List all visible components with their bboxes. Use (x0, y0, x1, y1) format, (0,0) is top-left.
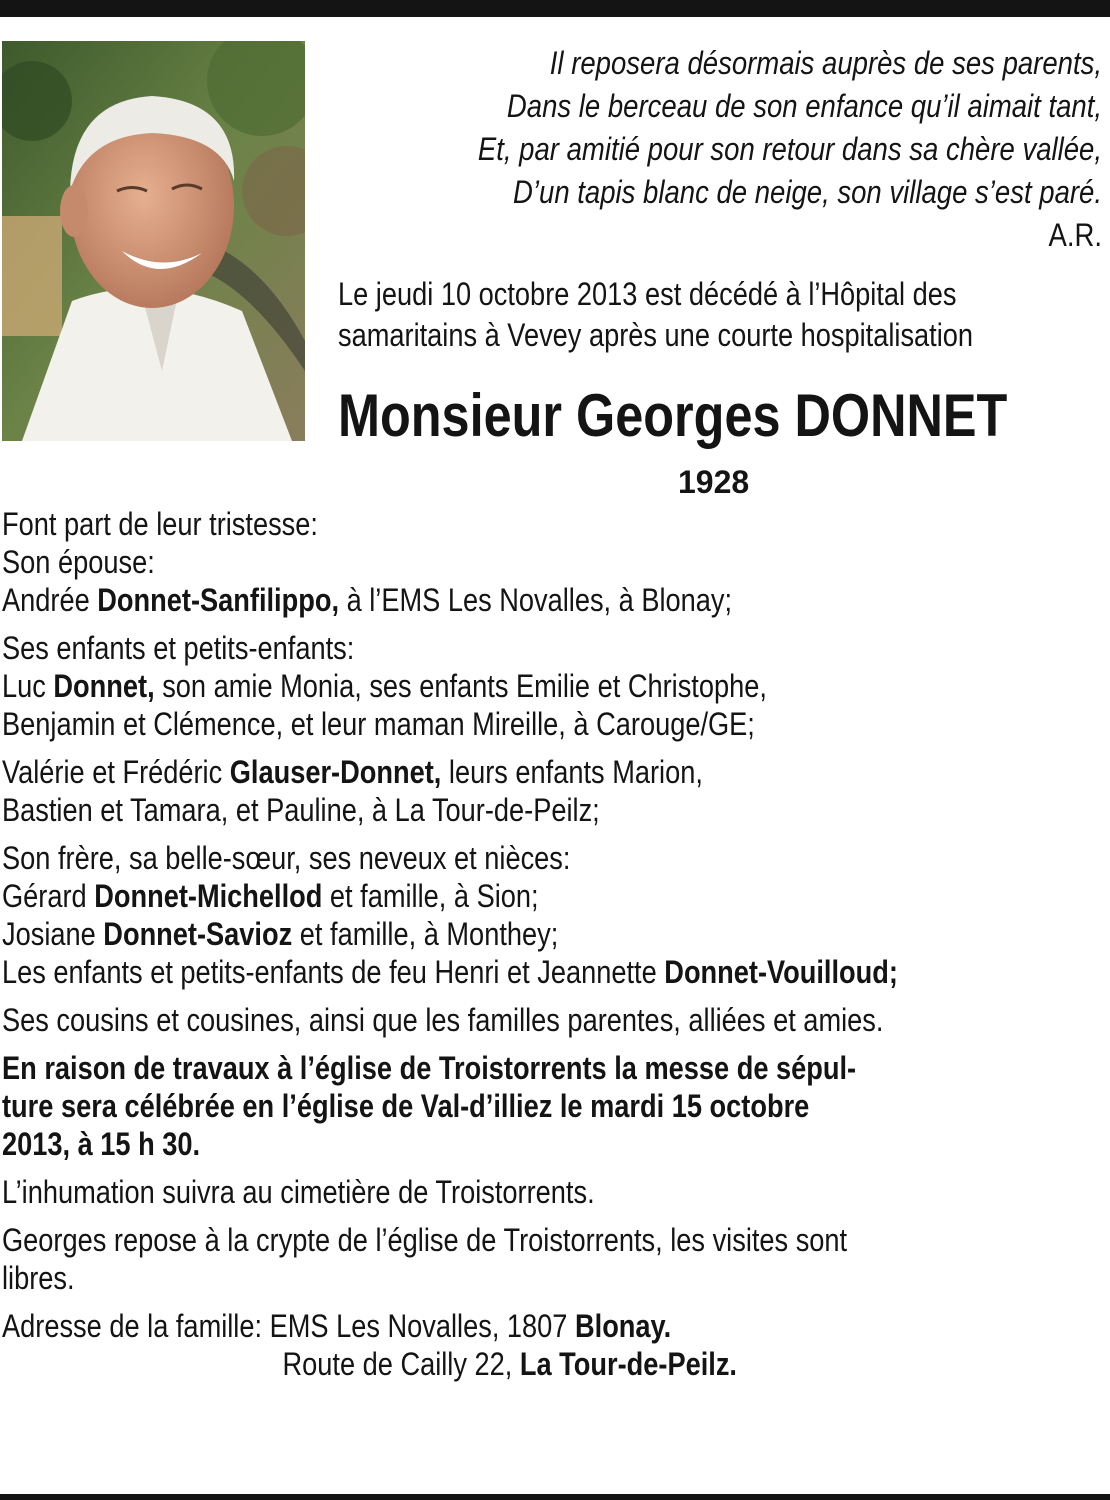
family-name: Donnet-Sanfilippo, (97, 582, 340, 618)
poem-line: D’un tapis blanc de neige, son village s’est paré. (513, 174, 1102, 210)
child-line: Benjamin et Clémence, et leur maman Mireille, à Carouge/GE; (2, 706, 755, 742)
child-line: Bastien et Tamara, et Pauline, à La Tour-de-Peilz; (2, 792, 600, 828)
spouse-block (2, 505, 1102, 619)
siblings-label: Son frère, sa belle-sœur, ses neveux et nièces: (2, 840, 571, 876)
text: et famille, à Monthey; (292, 916, 559, 952)
deceased-name: Monsieur Georges DONNET (338, 382, 1008, 449)
text: Gérard (2, 878, 95, 914)
text: Andrée (2, 582, 98, 618)
portrait-photo (2, 41, 305, 441)
poem-line: Et, par amitié pour son retour dans sa chère vallée, (477, 131, 1103, 167)
address-block (2, 1307, 1102, 1383)
birth-year: 1928 (678, 464, 750, 500)
text: Route de Cailly 22, (282, 1346, 520, 1382)
children-block-2 (2, 753, 1102, 829)
cousins-line: Ses cousins et cousines, ainsi que les familles parentes, alliées et amies. (2, 1002, 884, 1038)
family-name: Donnet-Vouilloud; (664, 954, 898, 990)
poem-line: Dans le berceau de son enfance qu’il aimait tant, (506, 88, 1102, 124)
rest-line: Georges repose à la crypte de l’église de Troistorrents, les visites sont (2, 1222, 848, 1258)
burial-line: L’inhumation suivra au cimetière de Troistorrents. (2, 1174, 595, 1210)
family-name: Donnet-Savioz (103, 916, 293, 952)
family-name: Glauser-Donnet, (229, 754, 442, 790)
text: Valérie et Frédéric (2, 754, 230, 790)
sibling-line (2, 915, 937, 953)
family-heading: Font part de leur tristesse: (2, 506, 318, 542)
address-city: La Tour-de-Peilz. (519, 1346, 737, 1382)
text: leurs enfants Marion, (441, 754, 703, 790)
announcement-line: samaritains à Vevey après une courte hospitalisation (338, 317, 974, 353)
family-name: Donnet-Michellod (94, 878, 323, 914)
ceremony-line: 2013, à 15 h 30. (2, 1126, 201, 1162)
burial-block (2, 1173, 1102, 1211)
rest-block (2, 1221, 1102, 1297)
text: et famille, à Sion; (322, 878, 539, 914)
child-line (2, 667, 937, 705)
address-line (2, 1307, 937, 1345)
cousins-block (2, 1001, 1102, 1039)
ceremony-line: ture sera célébrée en l’église de Val-d’illiez le mardi 15 octobre (2, 1088, 810, 1124)
siblings-block (2, 839, 1102, 991)
rest-line: libres. (2, 1260, 75, 1296)
top-rule (0, 0, 1110, 17)
announcement-line: Le jeudi 10 octobre 2013 est décédé à l’Hôpital des (338, 276, 957, 312)
child-line (2, 753, 937, 791)
text: EMS Les Novalles, 1807 (269, 1308, 575, 1344)
text: Luc (2, 668, 54, 704)
ceremony-notice (2, 1049, 1102, 1163)
poem-signature: A.R. (1048, 217, 1102, 253)
death-announcement (338, 274, 1102, 356)
text: Les enfants et petits-enfants de feu Henri et Jeannette (2, 954, 665, 990)
sibling-line (2, 877, 937, 915)
poem-line: Il reposera désormais auprès de ses parents, (549, 45, 1102, 81)
text: son amie Monia, ses enfants Emilie et Christophe, (154, 668, 767, 704)
text: à l’EMS Les Novalles, à Blonay; (339, 582, 733, 618)
sibling-line (2, 953, 937, 991)
spouse-label: Son épouse: (2, 544, 155, 580)
spouse-line (2, 581, 937, 619)
children-label: Ses enfants et petits-enfants: (2, 630, 355, 666)
children-block (2, 629, 1102, 743)
text: Josiane (2, 916, 104, 952)
obituary-body (2, 505, 1102, 1393)
family-name: Donnet, (53, 668, 155, 704)
bottom-rule (0, 1494, 1110, 1500)
poem (429, 42, 1102, 257)
ceremony-line: En raison de travaux à l’église de Troistorrents la messe de sépul- (2, 1050, 857, 1086)
address-city: Blonay. (574, 1308, 672, 1344)
address-label: Adresse de la famille: (2, 1308, 270, 1344)
address-line (2, 1345, 937, 1383)
